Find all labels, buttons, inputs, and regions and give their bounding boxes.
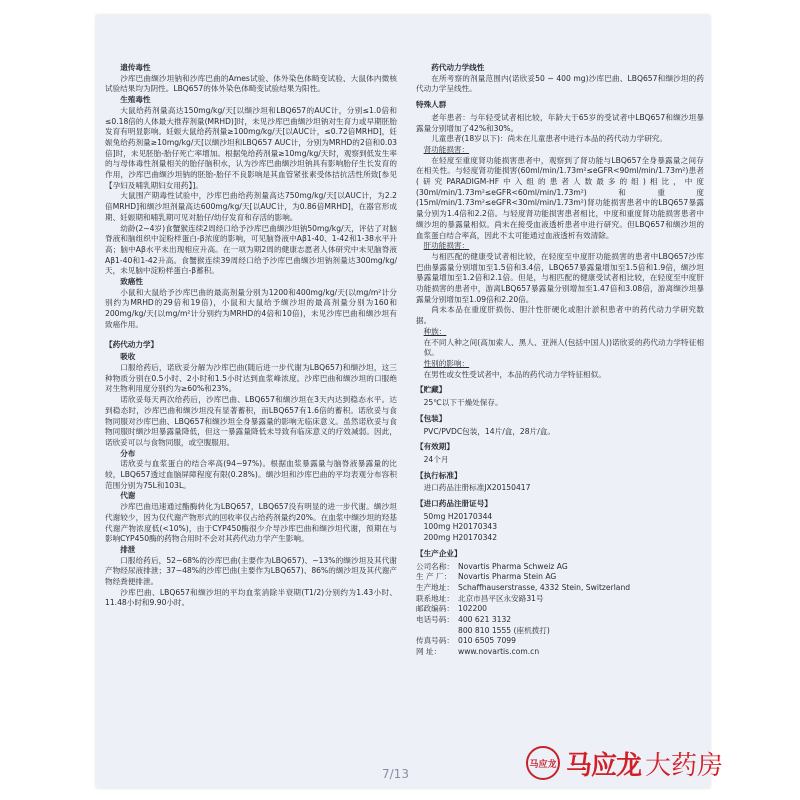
manufacturer-value: 400 621 3132 <box>458 615 512 625</box>
manufacturer-row <box>416 636 704 647</box>
right_column-para: 【贮藏】 <box>416 385 447 395</box>
brand-seal-icon <box>526 746 560 780</box>
manufacturer-row <box>416 583 704 594</box>
manufacturer-row <box>416 594 704 605</box>
left_column-para: 沙库巴曲缬沙坦钠和沙库巴曲的Ames试验、体外染色体畸变试验、大鼠体内微核试验结果均为阴性。LBQ657的体外染色体畸变试验结果为阳性。 <box>105 73 397 94</box>
left_column-para: 沙库巴曲、LBQ657和缬沙坦的平均血浆消除半衰期(T1/2)分别约为1.43小时、11.48小时和9.90小时。 <box>105 587 397 608</box>
right_column-para: 尚未本品在重度肝损伤、胆汁性肝硬化或胆汁淤积患者中的药代动力学研究数据。 <box>416 305 704 326</box>
manufacturer-value: 北京市昌平区永安路31号 <box>458 593 544 603</box>
manufacturer-value: 102200 <box>458 604 487 614</box>
right_column-para: 与相匹配的健康受试者相比较，在轻度至中度肝功能损害的患者中LBQ657沙库巴曲暴露量分别增加至1.5倍和3.4倍，LBQ657暴露量增加至1.5倍和1.9倍，缬沙坦暴露量增加至1.2倍和2.1倍。但是，与相匹配的健康受试者相比较，在轻度至中度肝功能损害的患者中，游离LBQ657暴露量分别增加至1.47倍和3.08倍，游离缬沙坦暴露量分别增加至1.09倍和2.20倍。 <box>416 251 704 304</box>
page-number: 7/13 <box>382 767 409 781</box>
manufacturer-row <box>416 626 704 637</box>
right_column-para: 【有效期】 <box>416 442 454 452</box>
right_column-para: 50mg H20170344 <box>423 511 493 521</box>
manufacturer-key <box>416 626 458 637</box>
leaflet-page <box>96 15 710 788</box>
right_column-para: 性别的影响： <box>423 358 470 368</box>
right_column-para: 【执行标准】 <box>416 470 462 480</box>
right_column-para: 进口药品注册标准JX20150417 <box>423 483 531 493</box>
right_column-para: 200mg H20170342 <box>423 533 498 543</box>
manufacturer-key: 生产地址： <box>416 582 454 592</box>
left_column-para: 生殖毒性 <box>120 95 151 105</box>
left_column-para: 遗传毒性 <box>120 63 151 72</box>
left_column-para: 幼龄(2~4岁)食蟹猴连续2周经口给予沙库巴曲缬沙坦钠50mg/kg/天，评估了对脑脊液和脑组织中淀粉样蛋白-β浓度的影响，可见脑脊液中Aβ1-40、1-42和1-38水平升高；脑中Aβ水平未出现相应升高。在一项为期2周的健康志愿者人体研究中未见脑脊液Aβ1-40和1-42升高。食蟹猴连续39周经口给予沙库巴曲缬沙坦钠剂量达300mg/kg/天，未见脑中淀粉样蛋白-β蓄积。 <box>105 223 397 276</box>
left_column-para: 口服给药后，诺欣妥分解为沙库巴曲(随后进一步代谢为LBQ657)和缬沙坦，这三种物质分别在0.5小时、2小时和1.5小时达到血浆峰浓度。沙库巴曲和缬沙坦的口服绝对生物利用度分别约为≥60%和23%。 <box>105 362 397 394</box>
left_column-para: 大鼠围产期毒性试验中，沙库巴曲给药剂量高达750mg/kg/天[以AUC计，为2.2倍MRHD]和缬沙坦剂量高达600mg/kg/天[以AUC计，为0.86倍MRHD]，在器官形成期、妊娠期和哺乳期可见对胎仔/幼仔发育和存活的影响。 <box>105 191 397 222</box>
left_column-para: 代谢 <box>120 491 136 501</box>
right-column <box>416 63 704 658</box>
left_column-para: 沙库巴曲迅速通过酯酶转化为LBQ657，LBQ657没有明显的进一步代谢。缬沙坦代谢较少，因为仅代谢产物形式的回收率仅占给药剂量约20%。在血浆中缬沙坦的羟基代谢产物浓度低(<10%)，由于CYP450酶很少介导沙库巴曲和缬沙坦代谢，预期在与影响CYP450酶的药物合用时不会对其药代动力学产生影响。 <box>105 502 397 544</box>
right_column-para: 肝功能损害： <box>423 241 470 251</box>
right_column-para: 肾功能损害： <box>423 144 470 154</box>
manufacturer-value: Novartis Pharma Schweiz AG <box>458 561 568 571</box>
manufacturer-row <box>416 562 704 573</box>
right_column-para: 【进口药品注册证号】 <box>416 499 492 509</box>
left_column-para: 大鼠给药剂量高达150mg/kg/天[以缬沙坦和LBQ657的AUC计，分别≤1.0倍和≤0.18倍的人体最大推荐剂量(MRHD)]时，未见沙库巴曲缬沙坦钠对生育力或早期胚胎发育有明显影响。妊娠大鼠给药剂量≥100mg/kg/天[以AUC计，≤0.72倍MRHD]，妊娠兔给药剂量≥10mg/kg/天[以缬沙坦和LBQ657 AUC计，分别为MRHD的2倍和0.03倍]时，未见胚胎-胎仔死亡率增加。根据兔给药剂量≥10mg/kg/天时，观察到低发生率的与母体毒性剂量相关的胎仔脑积水，认为沙库巴曲缬沙坦钠具有影响胎仔生长发育的作用，沙库巴曲缬沙坦钠的胚胎-胎仔不良影响是其血管紧张素受体拮抗活性所致[参见【孕妇及哺乳期妇女用药】]。 <box>105 105 397 190</box>
manufacturer-row <box>416 604 704 615</box>
right_column-para: 25℃以下干燥处保存。 <box>423 398 503 408</box>
left_column-para: 排泄 <box>120 544 136 554</box>
manufacturer-info <box>416 562 704 658</box>
manufacturer-row <box>416 647 704 658</box>
left_column-para: 【药代动力学】 <box>105 339 159 349</box>
left_column-para: 诺欣妥每天两次给药后，沙库巴曲、LBQ657和缬沙坦在3天内达到稳态水平。达到稳态时，沙库巴曲和缬沙坦没有显著蓄积，而LBQ657有1.6倍的蓄积。诺欣妥与食物同服对沙库巴曲、LBQ657和缬沙坦全身暴露量的影响无临床意义。虽然诺欣妥与食物同服时缬沙坦暴露量降低，但这一暴露量降低未导致有临床意义的疗效减弱。因此，诺欣妥可以与食物同服，或空腹服用。 <box>105 395 397 447</box>
manufacturer-row <box>416 572 704 583</box>
right_column-para: 种族： <box>423 326 447 336</box>
right_column-para: 24个月 <box>423 454 449 464</box>
left_column-para <box>105 331 397 335</box>
right_column-para: 在男性或女性受试者中，本品的药代动力学特征相似。 <box>423 369 606 379</box>
left_column-para: 诺欣妥与血浆蛋白的结合率高(94~97%)。根据血浆暴露量与脑脊液暴露量的比较，LBQ657透过血脑屏障程度有限(0.28%)。缬沙坦和沙库巴曲的平均表观分布容积范围分别为75L和103L。 <box>105 459 397 490</box>
brand-name: 马应龙 <box>566 750 642 781</box>
pharmacy-logo <box>526 732 800 794</box>
left_column-para: 致癌性 <box>120 277 143 287</box>
right_column-para: 在所考察的剂量范围内(诺欣妥50 ~ 400 mg)沙库巴曲、LBQ657和缬沙坦的药代动力学呈线性。 <box>416 73 704 94</box>
manufacturer-key: 生 产 厂： <box>416 572 452 582</box>
right_column-para: 【包装】 <box>416 413 447 423</box>
manufacturer-key: 电话号码： <box>416 615 454 625</box>
manufacturer-key: 联系地址： <box>416 593 454 603</box>
right_column-para: 在不同人种之间(高加索人、黑人、亚洲人(包括中国人))诺欣妥的药代动力学特征相似。 <box>423 337 704 358</box>
left_column-para: 口服给药后，52~68%的沙库巴曲(主要作为LBQ657)、~13%的缬沙坦及其代谢产物经尿液排泄；37~48%的沙库巴曲(主要作为LBQ657)、86%的缬沙坦及其代谢产物经粪便排泄。 <box>105 555 397 587</box>
manufacturer-key: 邮政编码： <box>416 604 454 614</box>
brand-suffix: 大药房 <box>645 750 724 781</box>
manufacturer-key: 公司名称： <box>416 561 454 571</box>
manufacturer-key: 传真号码： <box>416 636 454 646</box>
manufacturer-value: Schaffhauserstrasse, 4332 Stein, Switzerland <box>458 582 631 592</box>
manufacturer-value: www.novartis.com.cn <box>458 647 540 657</box>
right_column-para: PVC/PVDC包装，14片/盒，28片/盒。 <box>423 426 555 436</box>
manufacturer-row <box>416 615 704 626</box>
left-column <box>105 63 397 609</box>
right_column-para: 特殊人群 <box>416 100 447 110</box>
manufacturer-value: Novartis Pharma Stein AG <box>458 572 557 582</box>
right_column-para: 药代动力学线性 <box>431 63 485 72</box>
right_column-para: 儿童患者(18岁以下)：尚未在儿童患者中进行本品的药代动力学研究。 <box>431 134 667 144</box>
right_column-para: 100mg H20170343 <box>423 522 498 532</box>
right_column-para: 老年患者：与年轻受试者相比较，年龄大于65岁的受试者中LBQ657和缬沙坦暴露量分别增加了42%和30%。 <box>416 112 704 133</box>
left_column-para: 吸收 <box>120 352 136 362</box>
manufacturer-value: 010 6505 7099 <box>458 636 516 646</box>
left_column-para: 分布 <box>120 448 136 458</box>
right_column-para: 在轻度至重度肾功能损害患者中，观察到了肾功能与LBQ657全身暴露量之间存在相关性。与轻度肾功能损害(60ml/min/1.73m²≤eGFR<90ml/min/1.73m²)患者(研究PARADIGM-HF中入组的患者人数最多的组)相比，中度(30ml/min/1.73m²≤eGFR<60ml/min/1.73m²)和重度(15ml/min/1.73m²≤eGFR<30ml/min/1.73m²)肾功能损害患者中的LBQ657暴露量分别为1.4倍和2.2倍。与轻度肾功能损害患者相比，中度和重度肾功能损害患者中缬沙坦的暴露量相似。尚未在接受血液透析患者中进行研究。但LBQ657和缬沙坦的血浆蛋白结合率高，因此不太可能通过血液透析有效清除。 <box>416 155 704 240</box>
left_column-para: 小鼠和大鼠给予沙库巴曲的最高剂量分别为1200和400mg/kg/天(以mg/m²计分别约为MRHD的29倍和19倍)，小鼠和大鼠给予缬沙坦的最高剂量分别为160和200mg/kg/天(以mg/m²计分别约为MRHD的4倍和10倍)，未见沙库巴曲和缬沙坦有致癌作用。 <box>105 287 397 329</box>
manufacturer-key: 网 址： <box>416 647 442 657</box>
manufacturer-value: 800 810 1555 (座机拨打) <box>458 625 550 635</box>
right_column-para: 【生产企业】 <box>416 548 462 558</box>
seal-text: 马应龙 <box>529 759 557 770</box>
